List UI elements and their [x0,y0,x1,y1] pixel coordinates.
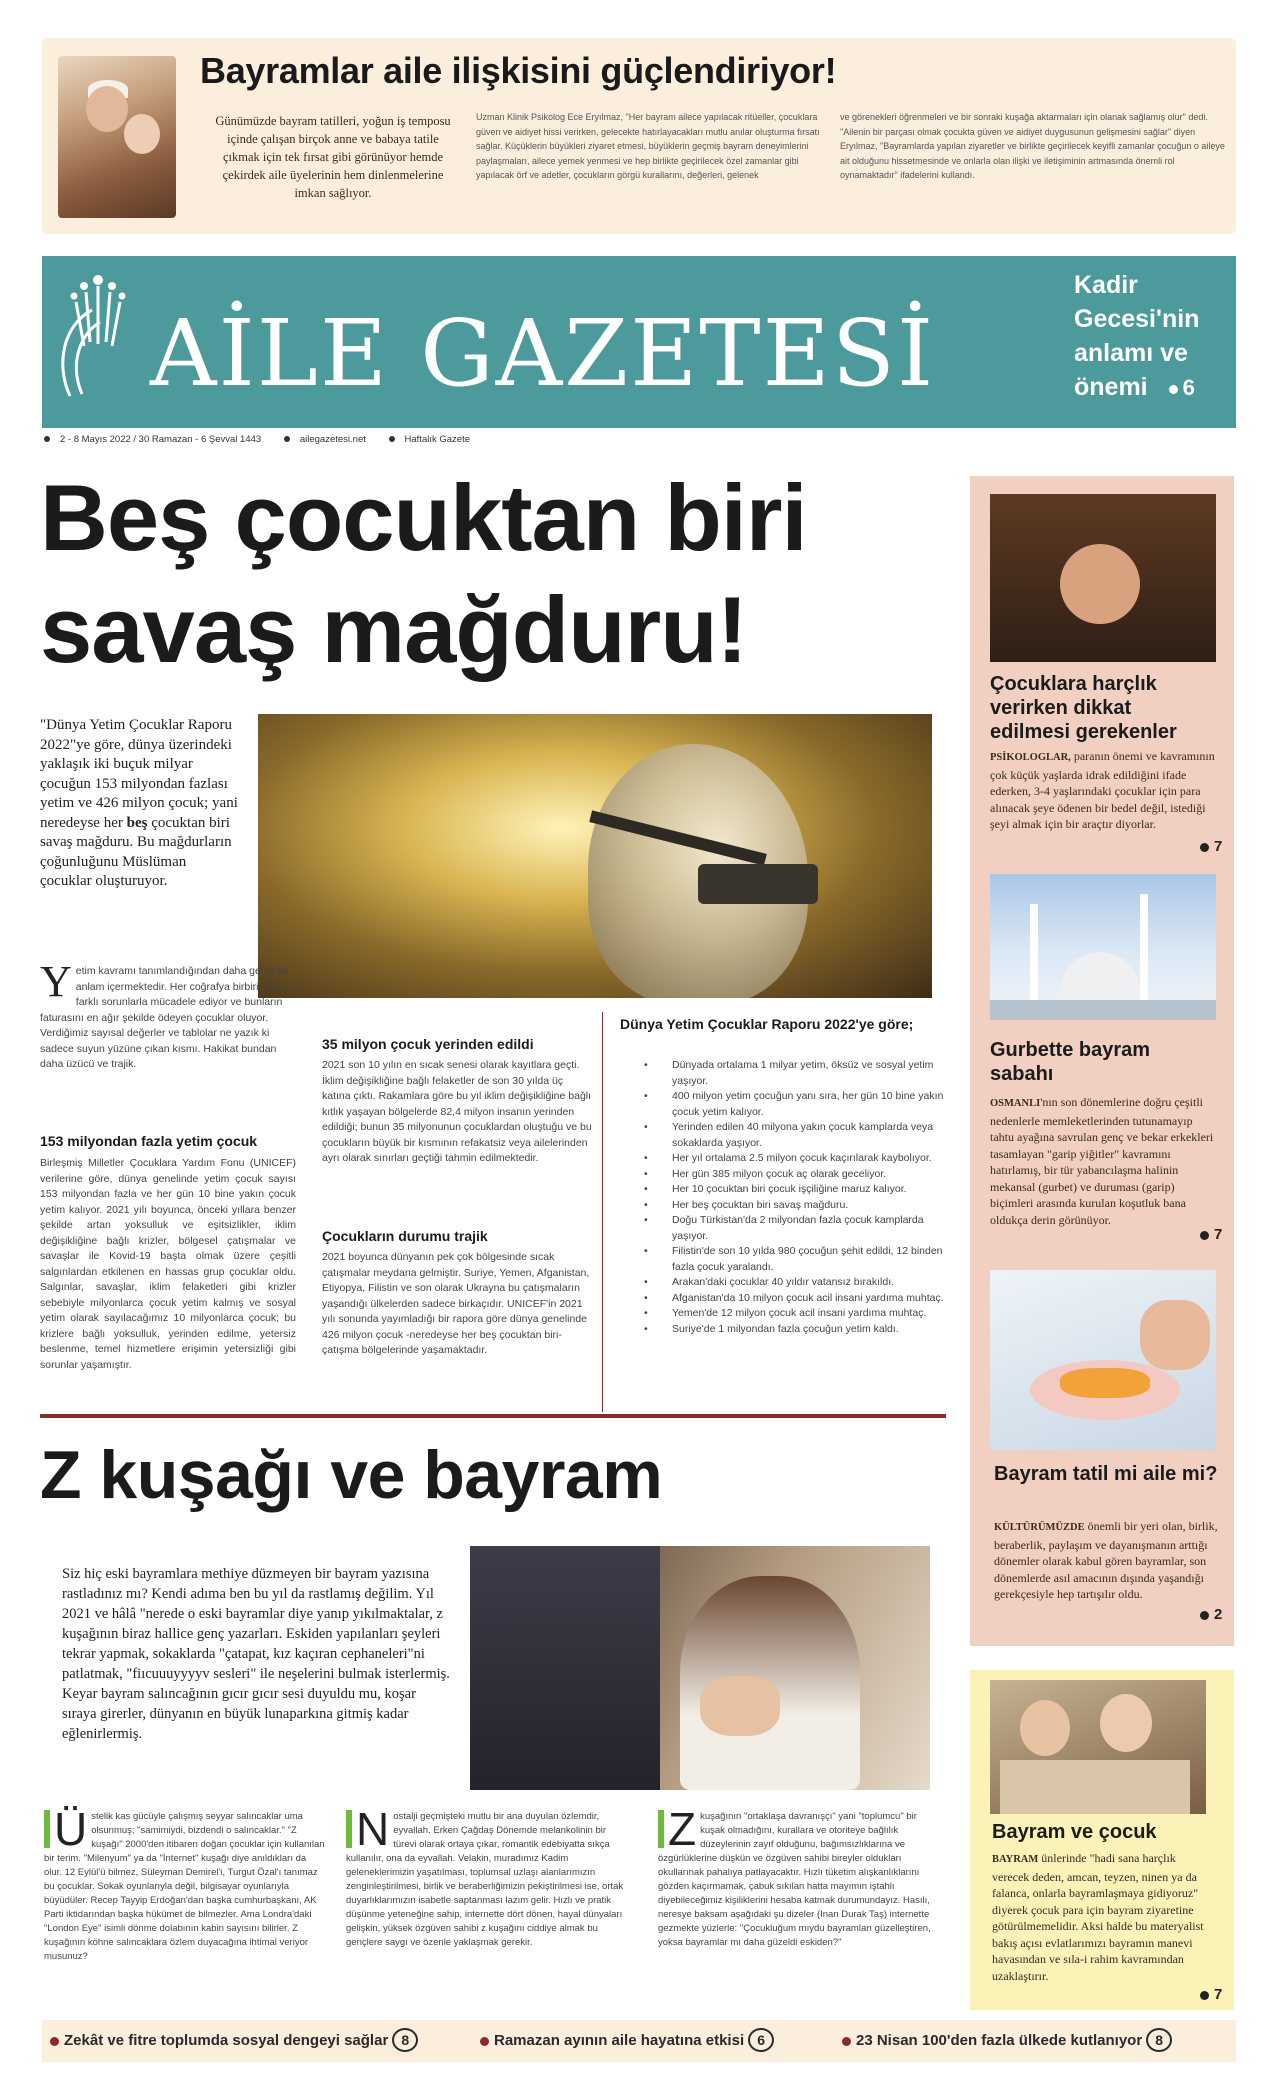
rapor-bullet-item: • Dünyada ortalama 1 milyar yetim, öksüz ve sosyal yetim yaşıyor. [620,1058,950,1089]
main-headline[interactable]: Beş çocuktan biri savaş mağduru! [40,465,807,682]
sidebar-page-cocuk: 7 [1200,1986,1222,2003]
sidebar-page-gurbet: 7 [1200,1226,1222,1243]
masthead-promo[interactable] [1074,268,1224,405]
z-column-2: N ostalji geçmişteki mutlu bir ana duyulan özlemdir, eyvallah. Erken Çağdaş Dönemde melankolinin bir türevi olarak ortaya çıkar, romantik edebiyatta sıkça kullanılır, ona da eyvallah. Velakin, muradımız Kadim geleneklerimizin yaşatılması, toplumsal uzlaşı alanlarımızın zenginleştirilmesi, birlik ve beraberliğimizin pekiştirilmesi ise, ortak duyarlıklarımızın isabetle saptanması lazım gelir. Hızlı ve pratik düşünme yeteneğine sahip, internette dört dönen, hayal dünyaları gelişkin, yüksek özgüven sahibi z kuşağını ciddiye almak bu gençlere saygı ve özenle yaklaşmak gerekir. [346,1803,624,1948]
rapor-bullet-item: • Her 10 çocuktan biri çocuk işçiliğine maruz kalıyor. [620,1182,950,1198]
paper-type: Haftalık Gazete [404,434,470,445]
sidebar-text-harclik: PSİKOLOGLAR, paranın önemi ve kavramının çok küçük yaşlarda idrak edildiğini ifade ederken, 3-4 yaşlarındaki çocuklar için para alınacak şeye ödenen bir bedel değil, istediği şeyi almak için bir araçtır diyorlar. [990,749,1215,831]
rapor-bullet-item: • Yerinden edilen 40 milyona yakın çocuk kamplarda veya sokaklarda yaşıyor. [620,1120,950,1151]
column-divider [602,1012,603,1412]
sidebar-page-harclik: 7 [1200,838,1222,855]
drop-cap: Ü [44,1810,87,1848]
footer-item-zekat[interactable]: Zekât ve fitre toplumda sosyal dengeyi sağlar 8 [50,2028,418,2052]
rapor-bullet-item: • Arakan'daki çocuklar 40 yıldır vatansız bırakıldı. [620,1275,950,1291]
trajik-column: 2021 boyunca dünyanın pek çok bölgesinde sıcak çatışmalar meydana gelmiştir. Suriye, Yemen, Afganistan, Etiyopya, Filistin ve son olarak Ukrayna bu çatışmaların yaşandığı ülkelerden sadece birkaçıdır. UNICEF'in 2021 yılı sonunda yayımladığı bir rapora göre dünya genelinde 426 milyon çocuk -neredeyse her beş çocuktan biri- çatışma bölgelerinde yaşamaktadır. [322,1251,590,1356]
sidebar-title-harclik[interactable]: Çocuklara harçlık verirken dikkat edilmesi gerekenler [990,673,1177,743]
children-photo [990,1680,1206,1814]
z-lead: Siz hiç eski bayramlara methiye düzmeyen bir bayram yazısına rastladınız mı? Kendi adıma ben bu yıl da rastlamış değilim. Yıl 2021 ve hâlâ "nerede o eski bayramlar diye yanıp yıkılmaktalar, z kuşağının biraz hallice genç yazarları. Eskiden yapılanları şeyleri tekrar yapmak, sokaklarda "çatapat, kız kaçıran cephaneleri"ni patlatmak, "fiıcuuuyyyyv sesleri" ile neşelerini bulmak isterlermiş. Keyar bayram salıncağının gıcır gıcır sesi duyuldu mu, koşar sıraya girerler, dünyanın en büyük lunaparkına gitmiş kadar eğlenirlermiş. [62,1566,450,1742]
rapor-bullet-item: • Suriye'de 1 milyondan fazla çocuğun yetim kaldı. [620,1322,950,1338]
sidebar-title-cocuk[interactable]: Bayram ve çocuk [992,1821,1157,1843]
rapor-bullet-item: • Afganistan'da 10 milyon çocuk acil insani yardıma muhtaç. [620,1291,950,1307]
top-column-1: Uzman Klinik Psikolog Ece Eryılmaz, "Her bayram ailece yapılacak ritüeller, çocuklara güven ve aidiyet hissi verirken, gelecekte hatırlayacakları mutlu anılar oluşturma fırsatı sağlar. Küçüklerin büyükleri ziyaret etmesi, büyüklerin geçmiş bayram deneyimlerini paylaşmaları, ailece yemek yenmesi ve hep birlikte geçirilecek özel zamanlar gibi yapılacak örf ve adetler, çocukların görgü kurallarını, değerleri, gelenek [476,112,820,180]
candy-photo [990,1270,1216,1450]
bullet-icon [284,436,290,442]
subhead-rapor: Dünya Yetim Çocuklar Raporu 2022'ye göre; [620,1016,914,1032]
logo-icon [52,266,144,416]
promo-title: Kadir Gecesi'nin anlamı ve önemi [1074,271,1200,401]
footer-item-ramazan[interactable]: Ramazan ayının aile hayatına etkisi 6 [480,2028,774,2052]
grandparent-photo [470,1546,930,1790]
sidebar-text-tatil: KÜLTÜRÜMÜZDE önemli bir yeri olan, birlik, beraberlik, paylaşım ve dayanışmanın arttığı dönemler olarak kabul gören bayramlar, son dönemlerde asıl amacının dışında yaşandığı gerekçesiyle hep tartışılır oldu. [994,1519,1218,1601]
yetim-column: Birleşmiş Milletler Çocuklara Yardım Fonu (UNICEF) verilerine göre, dünya genelinde yetim çocuk sayısı 153 milyondan fazla ve her gün 10 bine yakın çocuk yetim kalıyor. 2021 yılı boyunca, önceki yıllara benzer şekilde artan yoksulluk ve eşitsizlikler, iklim değişikliğine bağlı krizler, bölgesel çatışmalar ve savaşlar ile Kovid-19 başta olmak üzere çeşitli salgınlardan etkilenen en hassas grup çocuklar oldu. Salgınlar, savaşlar, iklim felaketleri gibi krizler sebebiyle milyonlarca çocuk yetim kalmış ve sosyal yetim olarak sayılacağımız 10 milyonlarca çocuk; bu krizlere bağlı yoksulluk, yerinden edilme, yetersiz beslenme, temel hizmetlere erişimin yetersizliği gibi sorunlar yaşamıştır. [40,1157,296,1371]
subhead-trajik: Çocukların durumu trajik [322,1228,488,1244]
sidebar-text-cocuk: BAYRAM ünlerinde "hadi sana harçlık verecek deden, amcan, teyzen, ninen ya da falanca, onlarla bayramlaşmaya gidiyoruz" diyerek çocuk para için bayram ziyaretine götürülmemelidir. Aksi halde bu materyalist bakış açısı evlatlarımızı bayramın manevi havasından ve sıla-i rahim kavramından uzaklaştırır. [992,1851,1204,1983]
subhead-yerinden: 35 milyon çocuk yerinden edildi [322,1036,534,1052]
issue-date: 2 - 8 Mayıs 2022 / 30 Ramazan - 6 Şevval 1443 [60,434,262,445]
sidebar-title-tatil[interactable]: Bayram tatil mi aile mi? [994,1463,1218,1485]
footer-item-23-nisan[interactable]: 23 Nisan 100'den fazla ülkede kutlanıyor 8 [842,2028,1172,2052]
rapor-bullet-item: • Her gün 385 milyon çocuk aç olarak geceliyor. [620,1167,950,1183]
site-url[interactable]: ailegazetesi.net [299,434,366,445]
section-rule [40,1414,946,1418]
main-lead: "Dünya Yetim Çocuklar Raporu 2022"ye göre, dünya üzerindeki yaklaşık iki buçuk milyar çocuğun 153 milyondan fazlası yetim ve 426 milyon çocuk; yani neredeyse her beş çocuktan biri savaş mağduru. Bu mağdurların çoğunluğunu Müslüman çocuklar oluşturuyor. [40,717,238,889]
top-headline[interactable]: Bayramlar aile ilişkisini güçlendiriyor! [200,50,837,91]
dateline [44,434,490,445]
rapor-bullet-item: • Doğu Türkistan'da 2 milyondan fazla çocuk kamplarda yaşıyor. [620,1213,950,1244]
top-lead-text: Günümüzde bayram tatilleri, yoğun iş temposu içinde çalışan birçok anne ve babaya tatile çıkmak için tek fırsat gibi görünüyor hemde çekirdek aile üyelerinin hem dinlenmelerine imkan sağlıyor. [215,114,451,200]
family-photo [58,56,176,218]
z-column-3: Z kuşağının "ortaklaşa davranışçı" yani "toplumcu" bir kuşak olmadığını, kurallara ve otoriteye bağlılık düzeylerinin zayıf olduğunu, bağımsızlıklarına ve özgürlüklerine düşkün ve özgüven sahibi bireyler oldukları okullarınak pahalıya patlayacaktır. Hızlı tüketim alışkanlıklarını gözden kaçırmamak, çabuk sıkılan hatta mayımın iştahlı diyebileceğimiz kişiliklerini hesaba katmak durumundayız. Hasılı, neresye baksam aşağıdaki şu dizeler (Inan Durak Taş) internette gezmekte yüzlerle: "Çocukluğum mıydu bayramları güzelleştiren, yoksa bayramlar mı daha güzeldi eskiden?" [658,1803,931,1948]
rapor-bullet-item: • 400 milyon yetim çocuğun yanı sıra, her gün 10 bine yakın çocuk yetim kalıyor. [620,1089,950,1120]
bullet-icon [44,436,50,442]
hands-photo [990,494,1216,662]
yerinden-column: 2021 son 10 yılın en sıcak senesi olarak kayıtlara geçti. İklim değişikliğine bağlı felaketler de son 30 yılda üç katına çıktı. Rakamlara göre bu yıl iklim değişikliğine bağlı kıtlık yaşayan bölgelerde 82,4 milyon insanın yerinden edildiği; bunun 35 milyonunun çocuklardan oluştuğu ve bu çocukların büyük bir kısmının refakatsiz veya ailelerinden ayrı olarak sınırları geçtiği tahmin edilmektedir. [322,1059,592,1164]
sidebar-text-gurbet: OSMANLI'nın son dönemlerine doğru çeşitli nedenlerle memleketlerinden tutunamayıp tahtu ayağına savrulan genç ve bekar erkekleri tasamlayan "garip yiğitler" kavramını hatırlamış, bir tür yabancılaşma halinin mekansal (gurbet) ve duruması (garip) biçimleri arasında kurulan koşutluk bana oldukça derin görünüyor. [990,1095,1214,1227]
subhead-yetim: 153 milyondan fazla yetim çocuk [40,1133,258,1149]
promo-page: 6 [1169,371,1195,405]
drop-cap: N [346,1810,389,1848]
z-headline[interactable]: Z kuşağı ve bayram [40,1437,663,1513]
rapor-bullet-item: • Filistin'de son 10 yılda 980 çocuğun şehit edildi, 12 binden fazla çocuk yaralandı. [620,1244,950,1275]
rapor-bullet-item: • Her yıl ortalama 2.5 milyon çocuk kaçırılarak kaybolıyor. [620,1151,950,1167]
war-child-photo [258,714,932,998]
mosque-photo [990,874,1216,1020]
rapor-bullets [620,1058,950,1337]
top-column-2: ve görenekleri öğrenmeleri ve bir sonraki kuşağa aktarmaları için olanak sağlamış olur" dedi. "Ailenin bir parçası olmak çocukta güven ve aidiyet duygusunun gelişmesini sağlar" diyen Eryılmaz, "Bayramlarda yapılan ziyaretler ve birlikte geçirilecek keyifli zamanlar çocuğun o aileye ait olduğunu hissetmesinde ve onlarla olan ilişki ve iletişiminin artmasında önemli rol oynamaktadır" ifadelerini kullandı. [840,112,1225,180]
z-column-1: Ü stelik kas gücüyle çalışmış seyyar salıncaklar uma olsunmuş; "samimiydi, bizdendi o salıncaklar." "Z kuşağı" 2000'den itibaren doğan çocuklar için kullanılan bir terim. "Milenyum" ya da "İnternet" kuşağı diye anıldıkları da olur. 12 Eylül'ü bilmez, Süleyman Demirel'i, Turgut Özal'ı tanımaz bu çocuklar. Sokak oyunlarıyla değil, bilgisayar oyunlarıyla büyüdüler. Recep Tayyip Erdoğan'dan başka cumhurbaşkanı, AK Parti iktidarından başka hükümet de bilmezler. Ama Londra'daki "London Eye" isimli dönme dolabının kabin sayısını bilirler. Z kuşağının köhne salıncaklara özlem duyacağına ihtimal veriyor musunuz? [44,1803,325,1962]
rapor-bullet-item: • Yemen'de 12 milyon çocuk acil insani yardıma muhtaç. [620,1306,950,1322]
bullet-icon [389,436,395,442]
drop-cap: Y [40,957,72,1006]
sidebar-page-tatil: 2 [1200,1606,1222,1623]
bullet-icon [1169,385,1178,394]
rapor-bullet-item: • Her beş çocuktan biri savaş mağduru. [620,1198,950,1214]
drop-cap: Z [658,1810,696,1848]
sidebar-title-gurbet[interactable]: Gurbette bayram sabahı [990,1039,1151,1085]
intro-column: Yetim kavramı tanımlandığından daha geniş bir anlam içermektedir. Her coğrafya birbirinden farklı sorunlarla mücadele ediyor ve bunların faturasını en ağır şekilde ödeyen çocuklar oluyor. Verdiğimiz sayısal değerler ve tablolar ne yazık ki sadece suyun yüzüne çıkan kısmı. Hakikat bundan daha üzücü ve trajik. [40,957,289,1070]
newspaper-name[interactable]: AİLE GAZETESİ [150,300,936,407]
